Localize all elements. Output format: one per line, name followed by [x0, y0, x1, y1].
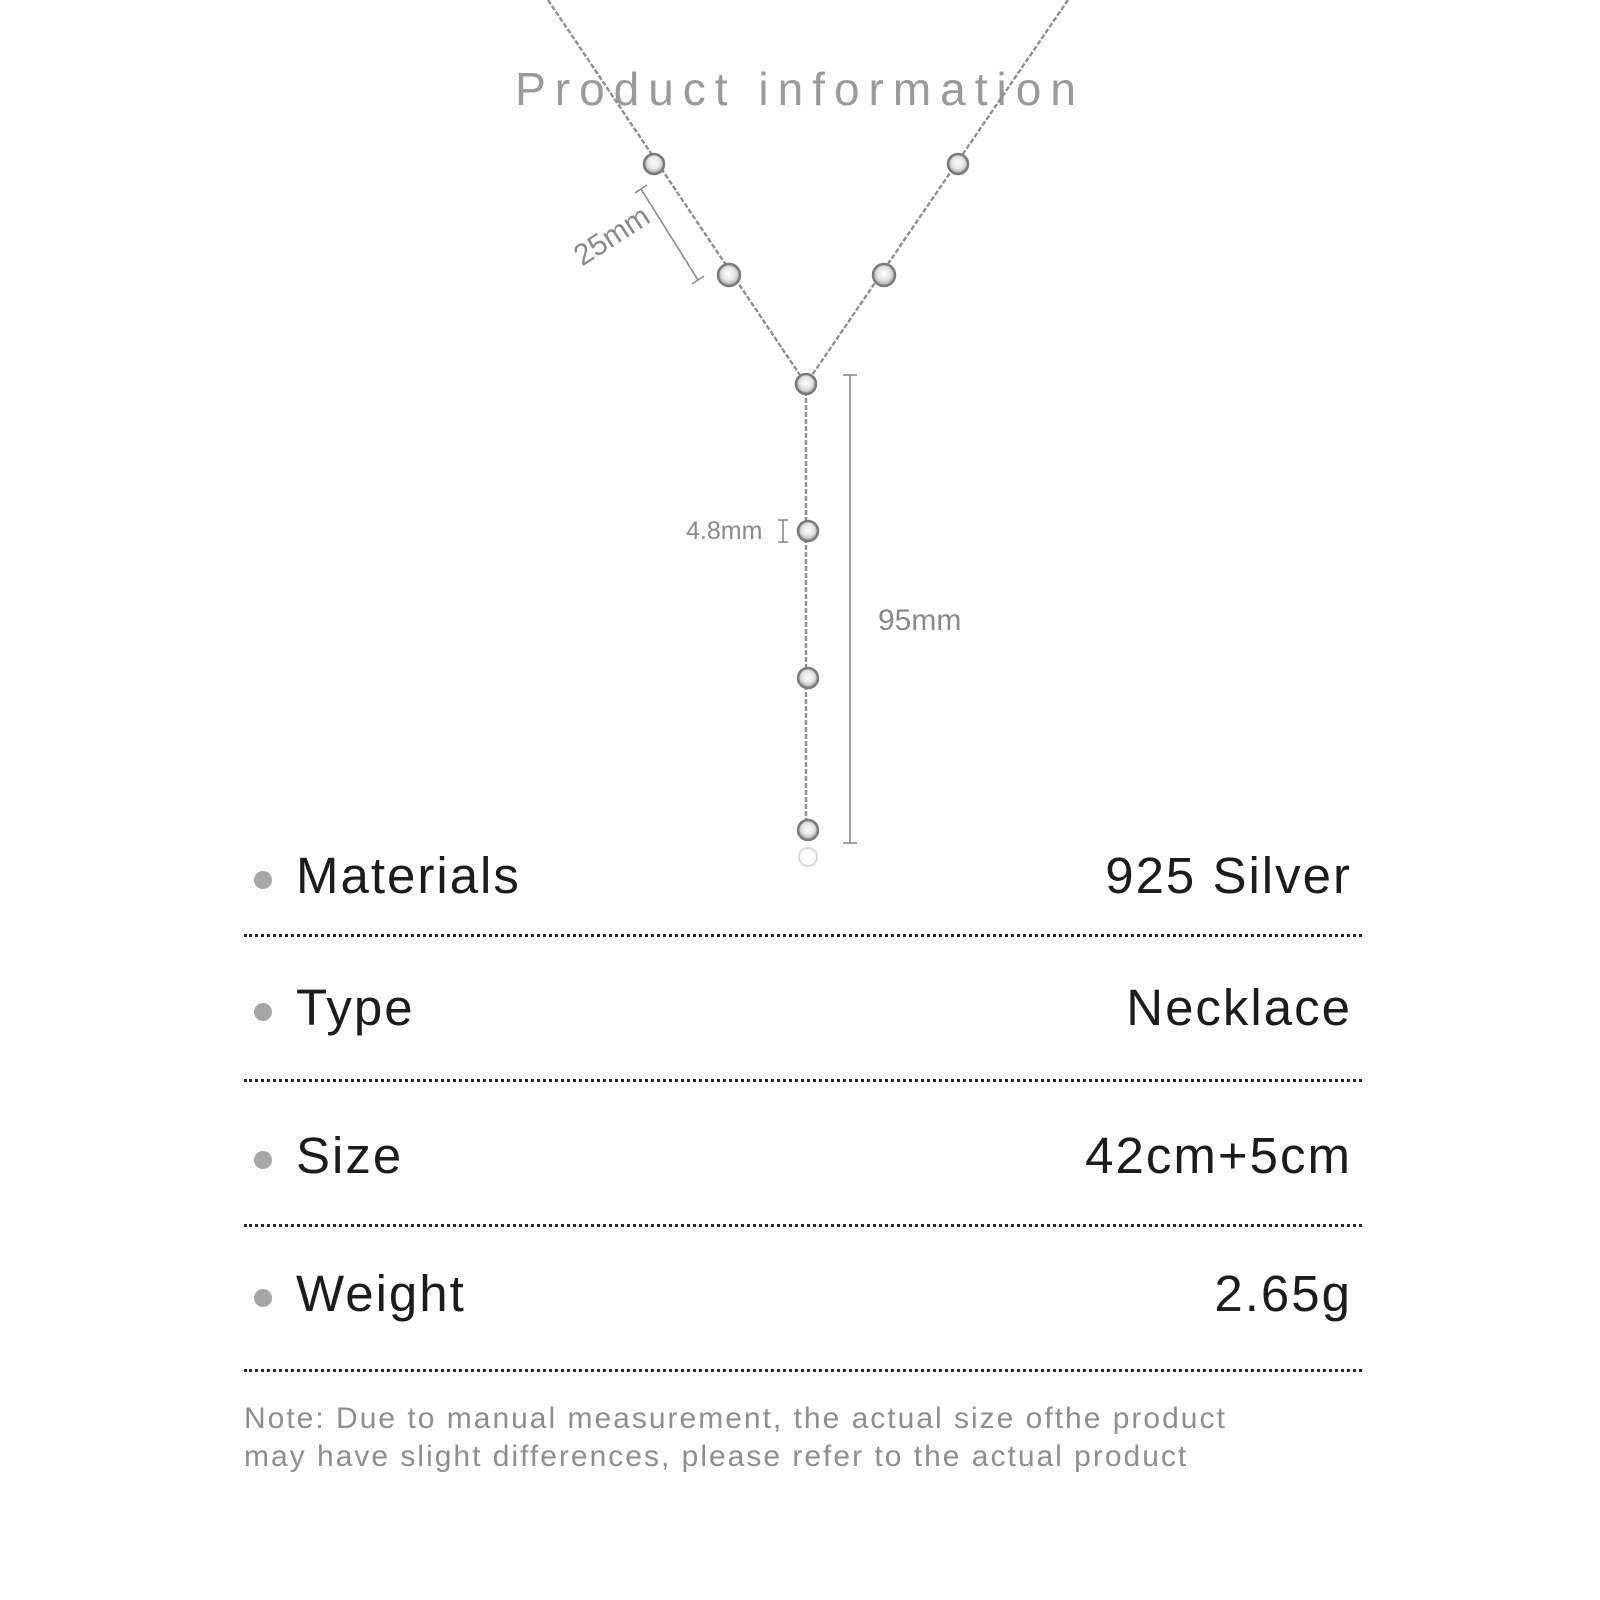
note-line: Note: Due to manual measurement, the actual size ofthe product	[244, 1402, 1227, 1435]
spec-value: Necklace	[1126, 979, 1352, 1036]
spec-value: 2.65g	[1214, 1265, 1352, 1322]
spec-label: Weight	[296, 1265, 466, 1322]
spec-value: 42cm+5cm	[1085, 1127, 1352, 1184]
divider	[244, 1224, 1362, 1227]
divider	[244, 1369, 1362, 1372]
gemstone	[796, 374, 816, 394]
gemstone-reflection	[799, 848, 817, 866]
necklace-chain	[548, 0, 1068, 832]
stone-size-dimension-label: 4.8mm	[686, 517, 763, 545]
gemstone	[644, 154, 664, 174]
gemstone	[798, 521, 818, 541]
spec-value: 925 Silver	[1105, 847, 1352, 904]
measurement-note	[244, 1400, 1374, 1476]
gemstone	[873, 264, 895, 286]
spec-label: Type	[296, 979, 415, 1036]
spacing-dimension-label: 25mm	[568, 199, 656, 273]
drop-length-dimension-label: 95mm	[878, 604, 962, 637]
spec-label: Materials	[296, 847, 521, 904]
spec-label: Size	[296, 1127, 404, 1184]
gemstone	[718, 264, 740, 286]
divider	[244, 934, 1362, 937]
note-line: may have slight differences, please refer to the actual product	[244, 1440, 1189, 1473]
divider	[244, 1079, 1362, 1082]
gemstone	[948, 154, 968, 174]
bullet-icon	[254, 1289, 272, 1307]
gemstone	[798, 820, 818, 840]
spec-row-size	[244, 1118, 1364, 1198]
spec-row-type	[244, 970, 1364, 1050]
dimension-lines	[635, 185, 857, 843]
page-title: Product information	[515, 63, 1085, 115]
gemstone	[798, 668, 818, 688]
bullet-icon	[254, 1151, 272, 1169]
spec-row-weight	[244, 1256, 1364, 1336]
bullet-icon	[254, 1003, 272, 1021]
